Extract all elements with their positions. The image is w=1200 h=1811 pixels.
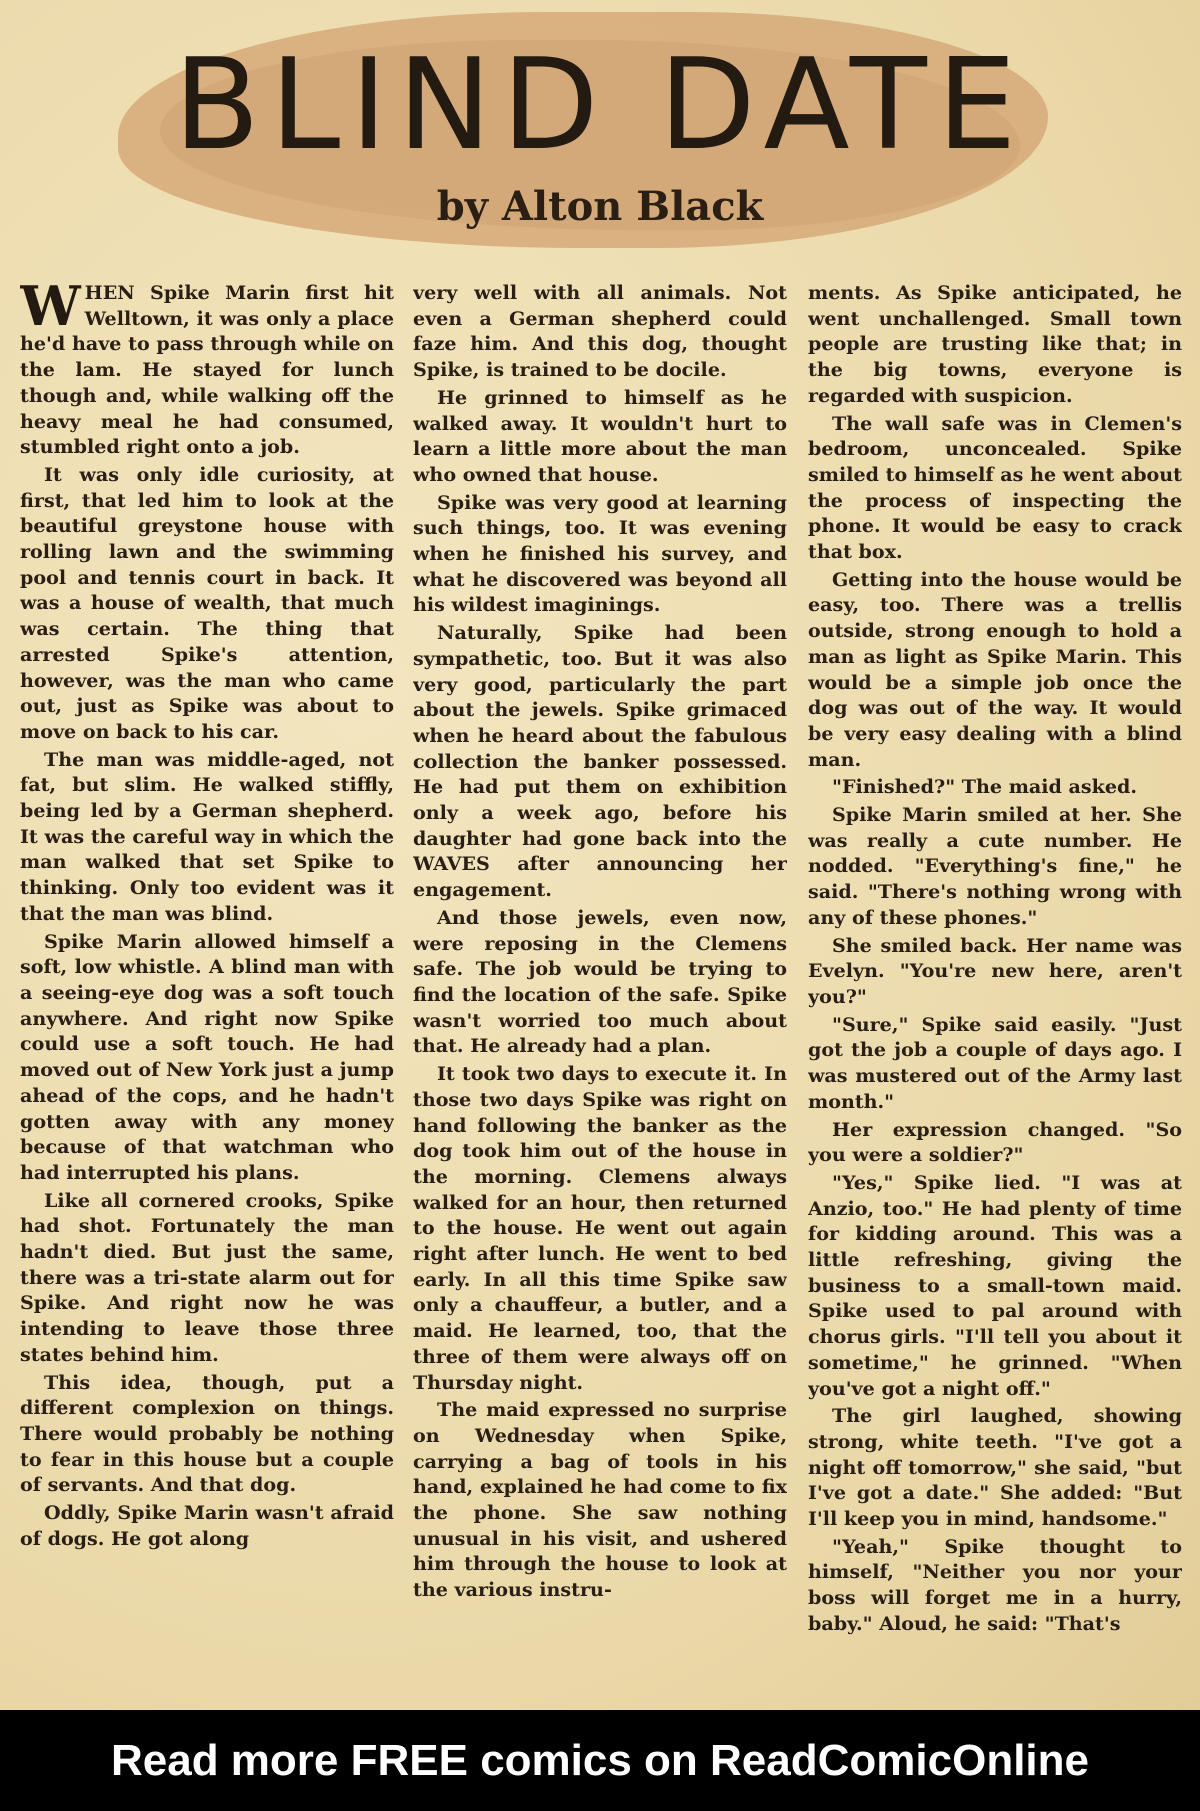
story-paragraph: Getting into the house would be easy, too. There was a trellis outside, strong enough to hold a man as light as Spike Marin. This would be a simple job once the dog was out of the way. It would be very easy dealing with a blind man. — [808, 567, 1182, 771]
story-paragraph: Spike was very good at learning such things, too. It was evening when he finished his survey, and what he discovered was beyond all his wildest imaginings. — [413, 490, 787, 617]
story-paragraph: Like all cornered crooks, Spike had shot. Fortunately the man hadn't died. But just the same, there was a tri-state alarm out for Spike. And right now he was intending to leave those three states behind him. — [20, 1188, 394, 1366]
promo-banner[interactable]: Read more FREE comics on ReadComicOnline — [0, 1710, 1200, 1811]
first-paragraph-text: HEN Spike Marin first hit Welltown, it was only a place he'd have to pass through while on the lam. He stayed for lunch though and, while walking off the heavy meal he had consumed, stumbled right onto a job. — [20, 281, 394, 459]
story-paragraph — [20, 280, 394, 460]
story-paragraph: She smiled back. Her name was Evelyn. "You're new here, aren't you?" — [808, 933, 1182, 1008]
story-paragraph: Oddly, Spike Marin wasn't afraid of dogs. He got along — [20, 1501, 394, 1550]
story-paragraph: "Finished?" The maid asked. — [832, 775, 1138, 799]
text-column-2 — [413, 280, 787, 1700]
story-paragraph: "Sure," Spike said easily. "Just got the job a couple of days ago. I was mustered out of the Army last month." — [808, 1012, 1182, 1113]
story-paragraph: The wall safe was in Clemen's bedroom, unconcealed. Spike smiled to himself as he went about the process of inspecting the phone. It would be easy to crack that box. — [808, 411, 1182, 564]
story-paragraph: Spike Marin smiled at her. She was really a cute number. He nodded. "Everything's fine," he said. "There's nothing wrong with any of these phones." — [808, 803, 1182, 929]
story-title: BLIND DATE — [173, 31, 1027, 178]
text-column-1 — [20, 280, 394, 1700]
story-byline: by Alton Black — [436, 183, 764, 230]
story-paragraph: This idea, though, put a different complexion on things. There would probably be nothing to fear in this house but a couple of servants. And that dog. — [20, 1370, 394, 1497]
story-paragraph: ments. As Spike anticipated, he went unchallenged. Small town people are trusting like that; in the big towns, everyone is regarded with suspicion. — [808, 281, 1182, 407]
story-paragraph: Naturally, Spike had been sympathetic, too. But it was also very good, particularly the part about the jewels. Spike grimaced when he heard about the fabulous collection the banker possessed. He had put them on exhibition only a week ago, before his daughter had gone back into the WAVES after announcing her engagement. — [413, 621, 787, 902]
story-paragraph: The man was middle-aged, not fat, but slim. He walked stiffly, being led by a German shepherd. It was the careful way in which the man walked that set Spike to thinking. Only too evident was it that the man was blind. — [20, 747, 394, 925]
story-paragraph: very well with all animals. Not even a German shepherd could faze him. And this dog, thought Spike, is trained to be docile. — [413, 281, 787, 382]
story-paragraph: It was only idle curiosity, at first, that led him to look at the beautiful greystone house with rolling lawn and the swimming pool and tennis court in back. It was a house of wealth, that much was certain. The thing that arrested Spike's attention, however, was the man who came out, just as Spike was about to move on back to his car. — [20, 462, 394, 743]
story-paragraph: Her expression changed. "So you were a soldier?" — [808, 1117, 1182, 1167]
story-paragraph: It took two days to execute it. In those two days Spike was right on hand following the banker as the dog took him out of the house in the morning. Clemens always walked for an hour, then returned to the house. He went out again right after lunch. He went to bed early. In all this time Spike saw only a chauffeur, a butler, and a maid. He learned, too, that the three of them were always off on Thursday night. — [413, 1062, 787, 1394]
drop-cap: W — [20, 280, 81, 338]
text-column-3 — [808, 280, 1182, 1700]
story-paragraph: The maid expressed no surprise on Wednesday when Spike, carrying a bag of tools in his hand, explained he had come to fix the phone. She saw nothing unusual in his visit, and ushered him through the house to look at the various instru- — [413, 1398, 787, 1602]
story-paragraph: The girl laughed, showing strong, white teeth. "I've got a night off tomorrow," she said, "but I've got a date." She added: "But I'll keep you in mind, handsome." — [808, 1404, 1182, 1531]
story-paragraph: And those jewels, even now, were reposing in the Clemens safe. The job would be trying to find the location of the safe. Spike wasn't worried too much about that. He already had a plan. — [413, 905, 787, 1058]
story-paragraph: "Yes," Spike lied. "I was at Anzio, too." He had plenty of time for kidding around. This was a little refreshing, giving the business to a small-town maid. Spike used to pal around with chorus girls. "I'll tell you about it sometime," he grinned. "When you've got a night off." — [808, 1170, 1182, 1400]
story-paragraph: He grinned to himself as he walked away. It wouldn't hurt to learn a little more about the man who owned that house. — [413, 385, 787, 486]
story-paragraph: "Yeah," Spike thought to himself, "Neither you nor your boss will forget me in a hurry, baby." Aloud, he said: "That's — [808, 1534, 1182, 1635]
story-paragraph: Spike Marin allowed himself a soft, low whistle. A blind man with a seeing-eye dog was a soft touch anywhere. And right now Spike could use a soft touch. He had moved out of New York just a jump ahead of the cops, and he hadn't gotten away with any money because of that watchman who had interrupted his plans. — [20, 929, 394, 1184]
